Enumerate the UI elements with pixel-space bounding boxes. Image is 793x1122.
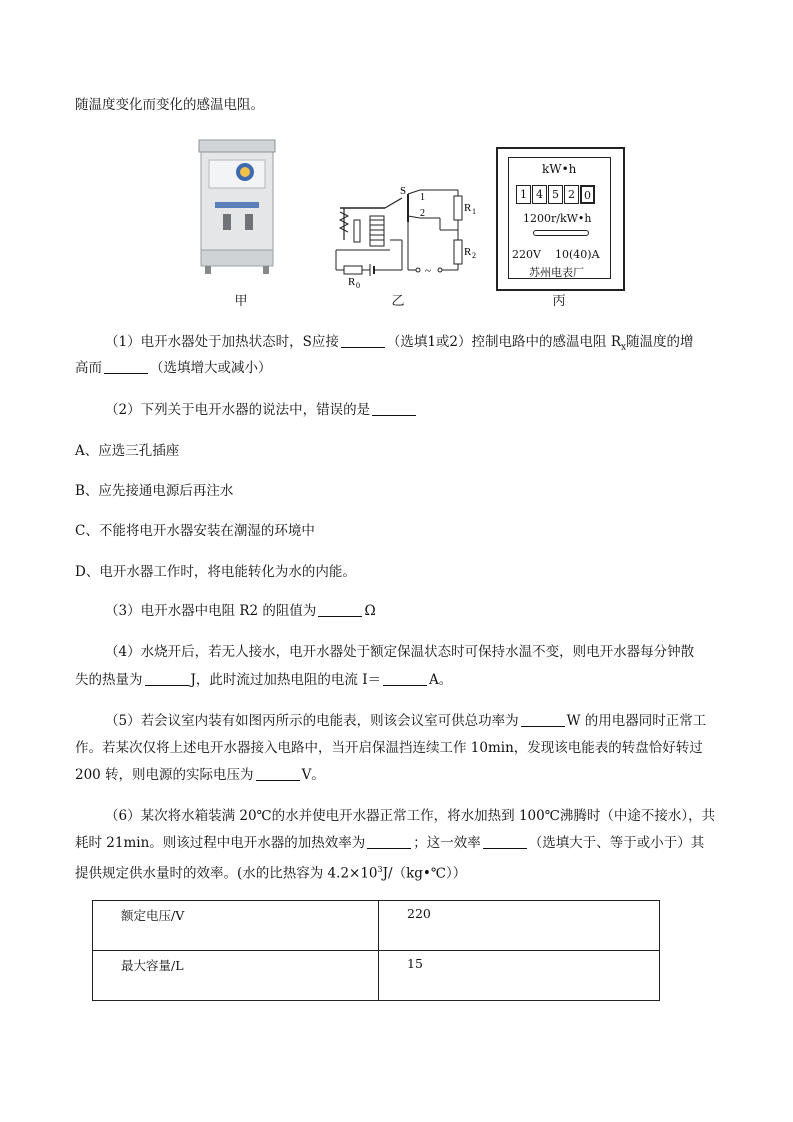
option-a: A、应选三孔插座 (75, 443, 180, 459)
q5-text-a: （5）若会议室内装有如图丙所示的电能表，则该会议室可供总功率为 (105, 713, 519, 729)
r1-subscript: 1 (472, 207, 476, 216)
option-b: B、应先接通电源后再注水 (75, 483, 234, 499)
table-row (93, 901, 660, 951)
question-3 (105, 601, 376, 621)
option-d: D、电开水器工作时，将电能转化为水的内能。 (75, 564, 356, 580)
r0-label: R (348, 276, 356, 288)
question-6-line-3 (75, 860, 466, 884)
answer-blank[interactable] (104, 359, 148, 374)
table-cell-value: 15 (379, 951, 660, 1001)
q3-unit: Ω (364, 603, 376, 619)
caption-yi: 乙 (391, 294, 405, 309)
q1-text-e: （选填增大或减小） (150, 360, 272, 376)
table-cell-label: 最大容量/L (93, 951, 379, 1001)
table-row (93, 951, 660, 1001)
answer-blank[interactable] (318, 602, 362, 617)
answer-blank[interactable] (383, 671, 427, 686)
q1-text-c: 随温度的增 (626, 334, 694, 350)
question-2-stem (105, 400, 418, 420)
energy-meter-figure (496, 147, 625, 291)
q1-text-d: 高而 (75, 360, 102, 376)
meter-digit: 2 (564, 185, 579, 204)
answer-blank[interactable] (367, 834, 411, 849)
q6-text-c: （选填大于、等于或小于）其 (528, 835, 705, 851)
ac-source-label: ~ (425, 265, 431, 277)
question-6-line-1: （6）某次将水箱装满 20℃的水并使电开水器正常工作，将水加热到 100℃沸腾时（中途不接水），共 (105, 808, 716, 824)
r2-label: R (464, 246, 472, 258)
q5-text-b: W 的用电器同时正常工 (566, 713, 707, 729)
caption-bing: 丙 (552, 294, 566, 309)
q3-text-a: （3）电开水器中电阻 R2 的阻值为 (105, 603, 317, 619)
option-c: C、不能将电开水器安装在潮湿的环境中 (75, 523, 315, 539)
question-6-line-2 (75, 833, 704, 853)
contact-2-label: 2 (420, 208, 425, 219)
q4-text-a: 失的热量为 (75, 672, 143, 688)
spec-table (92, 900, 660, 1001)
q6-text-b: ；这一效率 (413, 835, 481, 851)
q5-text-c: 200 转，则电源的实际电压为 (75, 767, 254, 783)
meter-rate: 1200r/kW•h (523, 212, 592, 225)
q6-superscript: 3 (377, 865, 383, 874)
q6-text-line3a: 提供规定供水量时的效率。(水的比热容为 4.2×10 (75, 865, 378, 882)
switch-label: S (400, 185, 407, 197)
q1-text-a: （1）电开水器处于加热状态时，S应接 (105, 334, 339, 350)
question-1-line-2 (75, 358, 272, 378)
water-heater-figure (193, 138, 283, 278)
caption-jia: 甲 (234, 294, 248, 309)
intro-text: 随温度变化而变化的感温电阻。 (75, 97, 264, 113)
q1-subscript: x (620, 342, 627, 353)
meter-digit: 4 (532, 185, 547, 204)
meter-current: 10(40)A (555, 248, 600, 261)
answer-blank[interactable] (256, 766, 300, 781)
question-4-line-1: （4）水烧开后，若无人接水，电开水器处于额定保温状态时可保持水温不变，则电开水器每分钟散 (105, 644, 695, 660)
meter-digit: 1 (516, 185, 531, 204)
meter-disc (533, 230, 589, 236)
meter-voltage: 220V (512, 248, 541, 261)
question-5-line-1 (105, 711, 706, 731)
q4-text-c: A。 (429, 672, 453, 688)
meter-unit: kW•h (542, 162, 577, 176)
table-cell-value: 220 (379, 901, 660, 951)
question-5-line-3 (75, 765, 325, 785)
meter-digit-decimal: 0 (580, 185, 595, 204)
circuit-diagram (330, 180, 480, 288)
answer-blank[interactable] (341, 333, 385, 348)
contact-1-label: 1 (420, 192, 425, 203)
r1-label: R (464, 202, 472, 214)
answer-blank[interactable] (372, 401, 416, 416)
meter-panel (508, 157, 611, 279)
q6-text-line3b: J/（kg•℃）） (382, 865, 467, 882)
q1-text-b: （选填1或2）控制电路中的感温电阻 R (386, 334, 621, 350)
q5-text-d: V。 (301, 767, 325, 783)
answer-blank[interactable] (483, 834, 527, 849)
answer-blank[interactable] (521, 712, 565, 727)
question-5-line-2: 作。若某次仅将上述电开水器接入电路中，当开启保温挡连续工作 10min，发现该电能表的转盘恰好转过 (75, 740, 703, 756)
meter-maker: 苏州电表厂 (529, 266, 584, 279)
r0-subscript: 0 (356, 281, 360, 288)
q2-stem-text: （2）下列关于电开水器的说法中，错误的是 (105, 402, 371, 418)
q4-text-b: J，此时流过加热电阻的电流 I＝ (190, 672, 382, 688)
r2-subscript: 2 (472, 251, 476, 260)
meter-digit: 5 (548, 185, 563, 204)
question-4-line-2 (75, 670, 452, 690)
answer-blank[interactable] (145, 671, 189, 686)
table-cell-label: 额定电压/V (93, 901, 379, 951)
question-1-line-1 (105, 332, 694, 358)
q6-text-a: 耗时 21min。则该过程中电开水器的加热效率为 (75, 835, 366, 851)
